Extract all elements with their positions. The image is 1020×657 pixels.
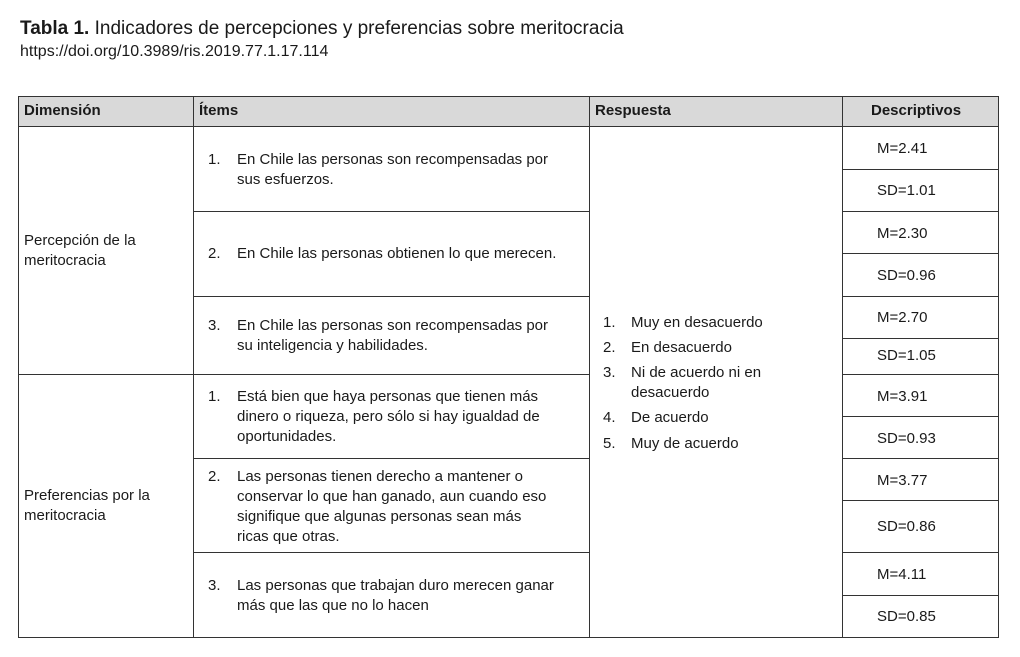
item-text-line: Está bien que haya personas que tienen más	[237, 388, 539, 405]
grid-line	[842, 374, 999, 375]
desc-value: M=4.11	[877, 566, 927, 583]
grid-line	[842, 338, 999, 339]
response-text: En desacuerdo	[631, 339, 732, 356]
dimension-label-line: meritocracia	[24, 252, 106, 269]
grid-line	[18, 96, 19, 638]
response-text: Muy en desacuerdo	[631, 314, 763, 331]
item-text-line: En Chile las personas obtienen lo que merecen.	[237, 245, 557, 262]
dimension-label-line: Preferencias por la	[24, 487, 150, 504]
table-title-label: Tabla 1.	[20, 18, 90, 39]
item-text-line: Las personas tienen derecho a mantener o	[237, 468, 524, 485]
grid-line	[193, 211, 590, 212]
response-number: 1.	[603, 314, 616, 331]
dimension-label-line: meritocracia	[24, 507, 106, 524]
item-text-line: En Chile las personas son recompensadas por	[237, 151, 549, 168]
item-text-line: En Chile las personas son recompensadas por	[237, 317, 549, 334]
table-title-text: Indicadores de percepciones y preferencias sobre meritocracia	[89, 18, 624, 39]
grid-line	[842, 416, 999, 417]
response-number: 4.	[603, 409, 616, 426]
item-text-line: oportunidades.	[237, 428, 337, 445]
table-header-row	[18, 96, 999, 126]
grid-line	[842, 169, 999, 170]
header-descriptives: Descriptivos	[871, 102, 962, 119]
response-text: Muy de acuerdo	[631, 435, 739, 452]
item-number: 2.	[208, 245, 221, 262]
header-dimension: Dimensión	[24, 102, 101, 119]
grid-line	[18, 637, 999, 638]
item-text-line: ricas que otras.	[237, 528, 340, 545]
grid-line	[842, 211, 999, 212]
response-text: De acuerdo	[631, 409, 709, 426]
item-number: 1.	[208, 388, 221, 405]
desc-value: SD=1.05	[877, 347, 936, 364]
response-number: 3.	[603, 364, 616, 381]
dimension-label-line: Percepción de la	[24, 232, 136, 249]
desc-value: SD=1.01	[877, 182, 936, 199]
item-text-line: más que las que no lo hacen	[237, 597, 429, 614]
item-number: 3.	[208, 577, 221, 594]
header-items: Ítems	[199, 102, 239, 119]
grid-line	[18, 96, 999, 97]
grid-line	[998, 96, 999, 638]
desc-value: M=2.70	[877, 309, 928, 326]
grid-line	[842, 595, 999, 596]
item-text-line: dinero o riqueza, pero sólo si hay igualdad de	[237, 408, 540, 425]
item-text-line: signifique que algunas personas sean más	[237, 508, 522, 525]
grid-line	[193, 458, 590, 459]
grid-line	[842, 458, 999, 459]
grid-line	[193, 296, 590, 297]
grid-line	[842, 500, 999, 501]
dimension-preferences	[24, 486, 150, 526]
desc-value: SD=0.86	[877, 518, 936, 535]
grid-line	[842, 296, 999, 297]
grid-line	[18, 374, 590, 375]
desc-value: SD=0.85	[877, 608, 936, 625]
response-number: 2.	[603, 339, 616, 356]
item-text-line: su inteligencia y habilidades.	[237, 337, 428, 354]
grid-line	[18, 126, 999, 127]
table-title	[20, 18, 624, 40]
grid-line	[842, 96, 843, 638]
header-response: Respuesta	[595, 102, 671, 119]
grid-line	[193, 96, 194, 638]
response-number: 5.	[603, 435, 616, 452]
item-text-line: conservar lo que han ganado, aun cuando eso	[237, 488, 547, 505]
desc-value: M=2.41	[877, 140, 928, 157]
desc-value: SD=0.93	[877, 430, 936, 447]
grid-line	[842, 253, 999, 254]
item-number: 2.	[208, 468, 221, 485]
grid-line	[193, 552, 590, 553]
grid-line	[842, 552, 999, 553]
item-text-line: sus esfuerzos.	[237, 171, 334, 188]
item-number: 1.	[208, 151, 221, 168]
desc-value: SD=0.96	[877, 267, 936, 284]
desc-value: M=3.77	[877, 472, 928, 489]
dimension-perception	[24, 231, 136, 271]
desc-value: M=2.30	[877, 225, 928, 242]
response-text: desacuerdo	[631, 384, 710, 401]
doi-link[interactable]: https://doi.org/10.3989/ris.2019.77.1.17.114	[20, 43, 329, 60]
item-number: 3.	[208, 317, 221, 334]
desc-value: M=3.91	[877, 388, 928, 405]
item-text-line: Las personas que trabajan duro merecen ganar	[237, 577, 554, 594]
response-text: Ni de acuerdo ni en	[631, 364, 762, 381]
